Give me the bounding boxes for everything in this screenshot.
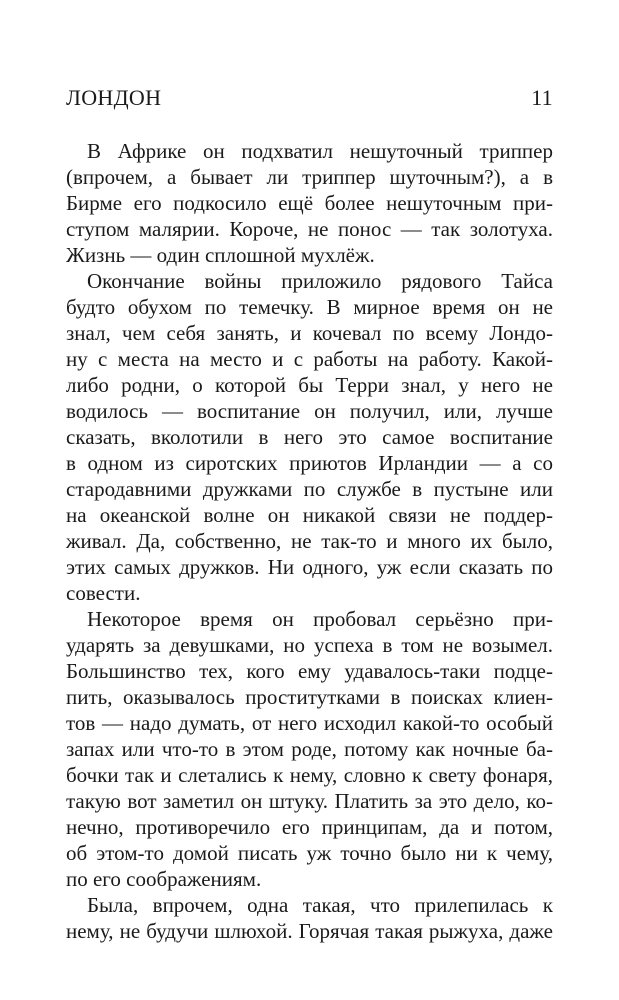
text-line: такую вот заметил он штуку. Платить за это дело, ко- bbox=[66, 789, 553, 813]
book-page bbox=[66, 84, 553, 944]
text-line: запах или что-то в этом роде, потому как ночные ба- bbox=[66, 737, 553, 761]
body-text bbox=[66, 138, 553, 944]
text-line: на океанской волне он никакой связи не поддер- bbox=[66, 503, 553, 527]
text-line: Некоторое время он пробовал серьёзно при- bbox=[87, 607, 553, 631]
paragraph bbox=[66, 606, 553, 892]
running-header bbox=[66, 84, 553, 112]
text-line: Окончание войны приложило рядового Тайса bbox=[87, 269, 553, 293]
text-line: ступом малярии. Короче, не понос — так золотуха. bbox=[66, 217, 553, 241]
text-line: ударять за девушками, но успеха в том не возымел. bbox=[66, 633, 553, 657]
text-line: нечно, противоречило его принципам, да и потом, bbox=[66, 815, 553, 839]
text-line: тов — надо думать, от него исходил какой-то особый bbox=[66, 711, 553, 735]
paragraph bbox=[66, 138, 553, 268]
text-line: сказать, вколотили в него это самое воспитание bbox=[66, 425, 553, 449]
text-line: в одном из сиротских приютов Ирландии — а со bbox=[66, 451, 553, 475]
text-line: этих самых дружков. Ни одного, уж если сказать по bbox=[66, 555, 553, 579]
text-line: ну с места на место и с работы на работу. Какой- bbox=[66, 347, 553, 371]
paragraph bbox=[66, 892, 553, 944]
chapter-title: ЛОНДОН bbox=[66, 85, 162, 110]
text-line: пить, оказывалось проститутками в поисках клиен- bbox=[66, 685, 553, 709]
text-line: стародавними дружками по службе в пустыне или bbox=[66, 477, 553, 501]
text-line: знал, чем себя занять, и кочевал по всему Лондо- bbox=[66, 321, 553, 345]
text-line: об этом-то домой писать уж точно было ни к чему, bbox=[66, 841, 553, 865]
text-line: либо родни, о которой бы Терри знал, у него не bbox=[66, 373, 553, 397]
text-line: Была, впрочем, одна такая, что прилепилась к bbox=[87, 893, 553, 917]
text-line: Большинство тех, кого ему удавалось-таки подце- bbox=[66, 659, 553, 683]
text-line: нему, не будучи шлюхой. Горячая такая рыжуха, даже bbox=[66, 919, 553, 943]
text-line: (впрочем, а бывает ли триппер шуточным?), а в bbox=[66, 165, 553, 189]
text-line: бочки так и слетались к нему, словно к свету фонаря, bbox=[66, 763, 553, 787]
text-line: по его соображениям. bbox=[66, 867, 262, 891]
text-line: совести. bbox=[66, 581, 141, 605]
text-line: живал. Да, собственно, не так-то и много их было, bbox=[66, 529, 553, 553]
paragraph bbox=[66, 268, 553, 606]
text-line: Бирме его подкосило ещё более нешуточным при- bbox=[66, 191, 553, 215]
text-line: Жизнь — один сплошной мухлёж. bbox=[66, 243, 375, 267]
page-number: 11 bbox=[531, 85, 553, 110]
text-line: водилось — воспитание он получил, или, лучше bbox=[66, 399, 553, 423]
text-line: будто обухом по темечку. В мирное время он не bbox=[66, 295, 553, 319]
text-line: В Африке он подхватил нешуточный триппер bbox=[87, 139, 553, 163]
